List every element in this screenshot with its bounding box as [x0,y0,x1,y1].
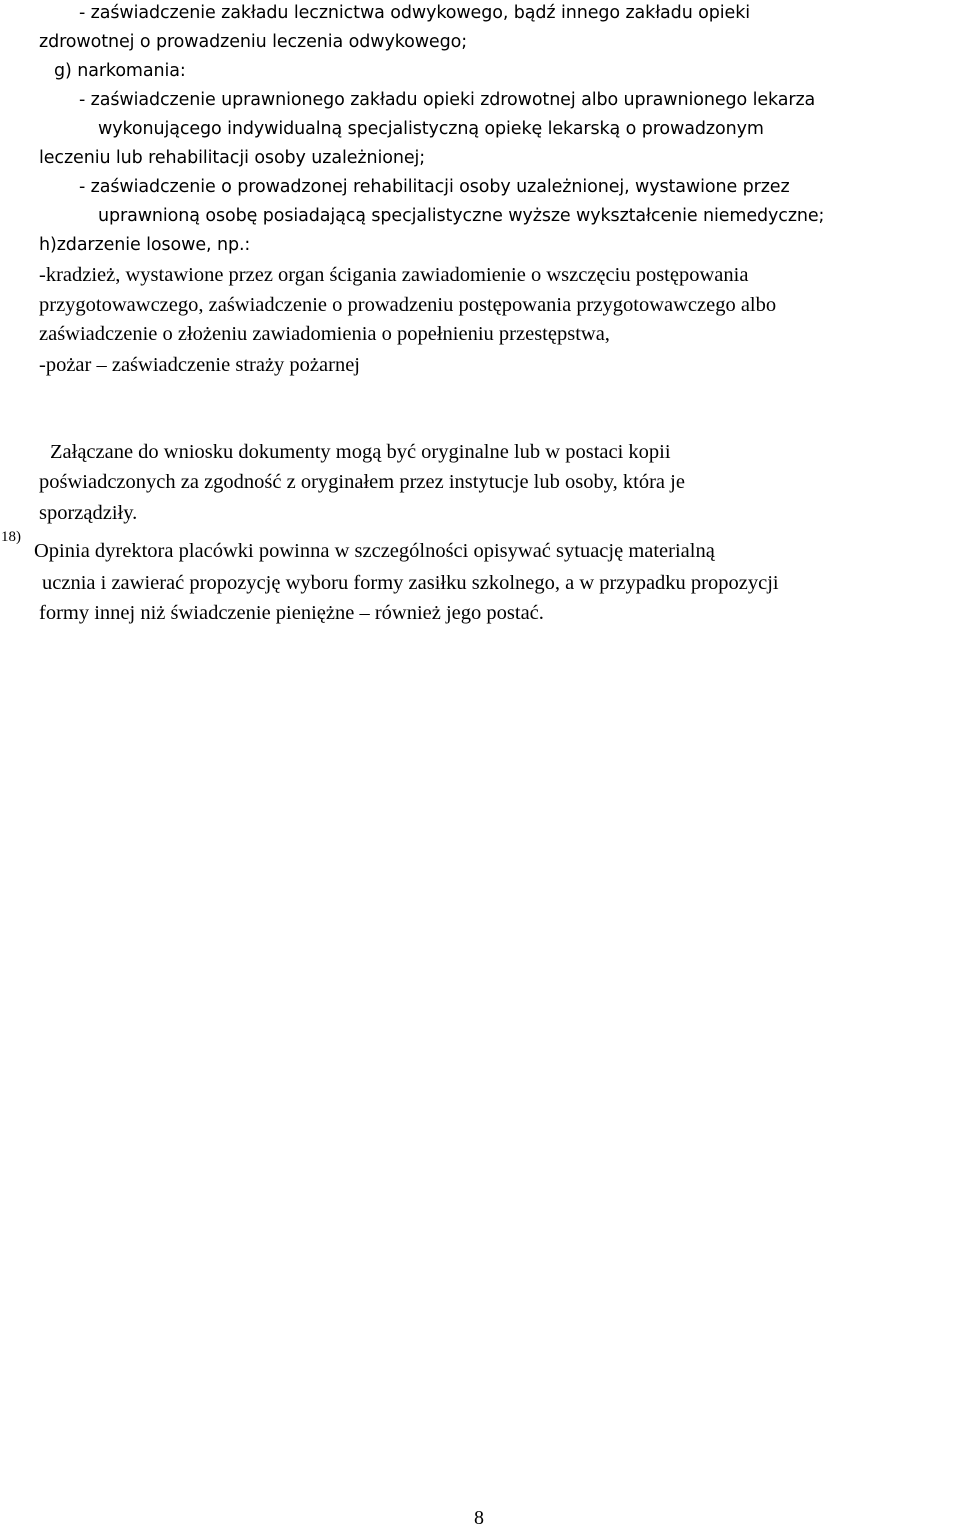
text-line: przygotowawczego, zaświadczenie o prowadzeniu postępowania przygotowawczego albo [39,294,777,316]
text-line: -kradzież, wystawione przez organ ścigania zawiadomienie o wszczęciu postępowania [39,264,749,286]
text-line: - zaświadczenie o prowadzonej rehabilitacji osoby uzależnionej, wystawione przez [79,177,790,197]
text-line: -pożar – zaświadczenie straży pożarnej [39,354,360,376]
text-line: - zaświadczenie zakładu lecznictwa odwykowego, bądź innego zakładu opieki [79,3,750,23]
text-line: - zaświadczenie uprawnionego zakładu opieki zdrowotnej albo uprawnionego lekarza [79,90,816,110]
text-line: wykonującego indywidualną specjalistyczną opiekę lekarską o prowadzonym [98,119,764,139]
text-line: poświadczonych za zgodność z oryginałem przez instytucje lub osoby, która je [39,471,685,493]
page-number: 8 [474,1507,484,1529]
text-line: zdrowotnej o prowadzeniu leczenia odwykowego; [39,32,468,52]
footnote-marker: 18) [1,529,21,545]
text-line: ucznia i zawierać propozycję wyboru formy zasiłku szkolnego, a w przypadku propozycji [42,572,779,594]
text-line: Opinia dyrektora placówki powinna w szczególności opisywać sytuację materialną [34,540,715,562]
text-line: leczeniu lub rehabilitacji osoby uzależnionej; [39,148,426,168]
text-line: g) narkomania: [54,61,186,81]
text-line: sporządziły. [39,502,138,524]
text-line: Załączane do wniosku dokumenty mogą być oryginalne lub w postaci kopii [50,441,671,463]
text-line: formy innej niż świadczenie pieniężne – również jego postać. [39,602,544,624]
text-line: uprawnioną osobę posiadającą specjalistyczne wyższe wykształcenie niemedyczne; [98,206,825,226]
text-line: h)zdarzenie losowe, np.: [39,235,251,255]
text-line: zaświadczenie o złożeniu zawiadomienia o popełnieniu przestępstwa, [39,323,610,345]
